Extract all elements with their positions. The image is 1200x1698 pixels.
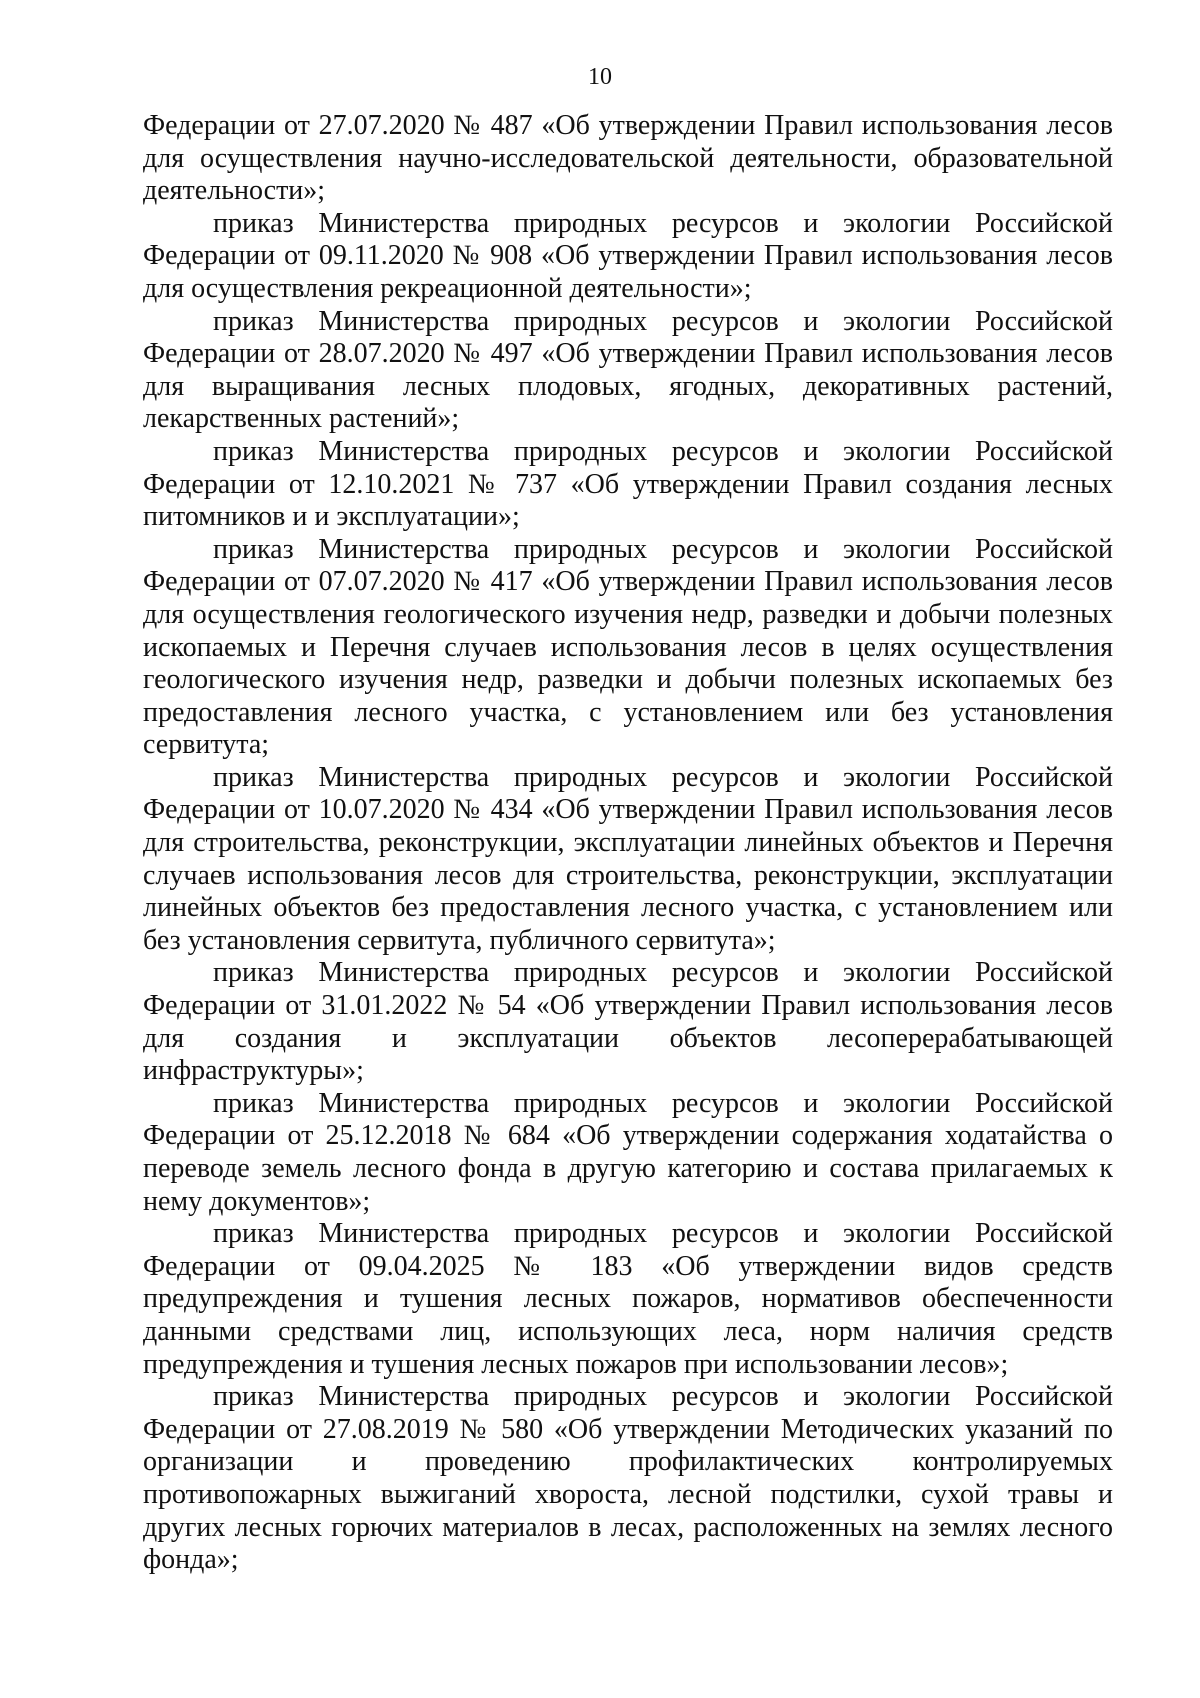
paragraph-6: приказ Министерства природных ресурсов и экологии Российской Федерации от 10.07.2020 № 434 «Об утверждении Правил использования лесов для строительства, реконструкции, эксплуатации линейных объектов и Перечня случаев использования лесов для строительства, реконструкции, эксплуатации линейных объектов без предоставления лесного участка, с установлением или без установления сервитута, публичного сервитута»;: [143, 761, 1113, 956]
paragraph-4: приказ Министерства природных ресурсов и экологии Российской Федерации от 12.10.2021 № 737 «Об утверждении Правил создания лесных питомников и и эксплуатации»;: [143, 435, 1113, 533]
paragraph-10: приказ Министерства природных ресурсов и экологии Российской Федерации от 27.08.2019 № 580 «Об утверждении Методических указаний по организации и проведению профилактических контролируемых противопожарных выжиганий хвороста, лесной подстилки, сухой травы и других лесных горючих материалов в лесах, расположенных на землях лесного фонда»;: [143, 1381, 1113, 1576]
paragraph-9: приказ Министерства природных ресурсов и экологии Российской Федерации от 09.04.2025 № 183 «Об утверждении видов средств предупреждения и тушения лесных пожаров, нормативов обеспеченности данными средствами лиц, использующих леса, норм наличия средств предупреждения и тушения лесных пожаров при использовании лесов»;: [143, 1218, 1113, 1380]
document-body: [143, 110, 1113, 1577]
page-number: 10: [588, 64, 612, 90]
paragraph-5: приказ Министерства природных ресурсов и экологии Российской Федерации от 07.07.2020 № 417 «Об утверждении Правил использования лесов для осуществления геологического изучения недр, разведки и добычи полезных ископаемых и Перечня случаев использования лесов в целях осуществления геологического изучения недр, разведки и добычи полезных ископаемых без предоставления лесного участка, с установлением или без установления сервитута;: [143, 533, 1113, 761]
paragraph-1: Федерации от 27.07.2020 № 487 «Об утверждении Правил использования лесов для осуществления научно-исследовательской деятельности, образовательной деятельности»;: [143, 110, 1113, 207]
paragraph-2: приказ Министерства природных ресурсов и экологии Российской Федерации от 09.11.2020 № 908 «Об утверждении Правил использования лесов для осуществления рекреационной деятельности»;: [143, 207, 1113, 304]
paragraph-8: приказ Министерства природных ресурсов и экологии Российской Федерации от 25.12.2018 № 684 «Об утверждении содержания ходатайства о переводе земель лесного фонда в другую категорию и состава прилагаемых к нему документов»;: [143, 1087, 1113, 1217]
paragraph-7: приказ Министерства природных ресурсов и экологии Российской Федерации от 31.01.2022 № 54 «Об утверждении Правил использования лесов для создания и эксплуатации объектов лесоперерабатывающей инфраструктуры»;: [143, 957, 1113, 1087]
paragraph-3: приказ Министерства природных ресурсов и экологии Российской Федерации от 28.07.2020 № 497 «Об утверждении Правил использования лесов для выращивания лесных плодовых, ягодных, декоративных растений, лекарственных растений»;: [143, 305, 1113, 435]
